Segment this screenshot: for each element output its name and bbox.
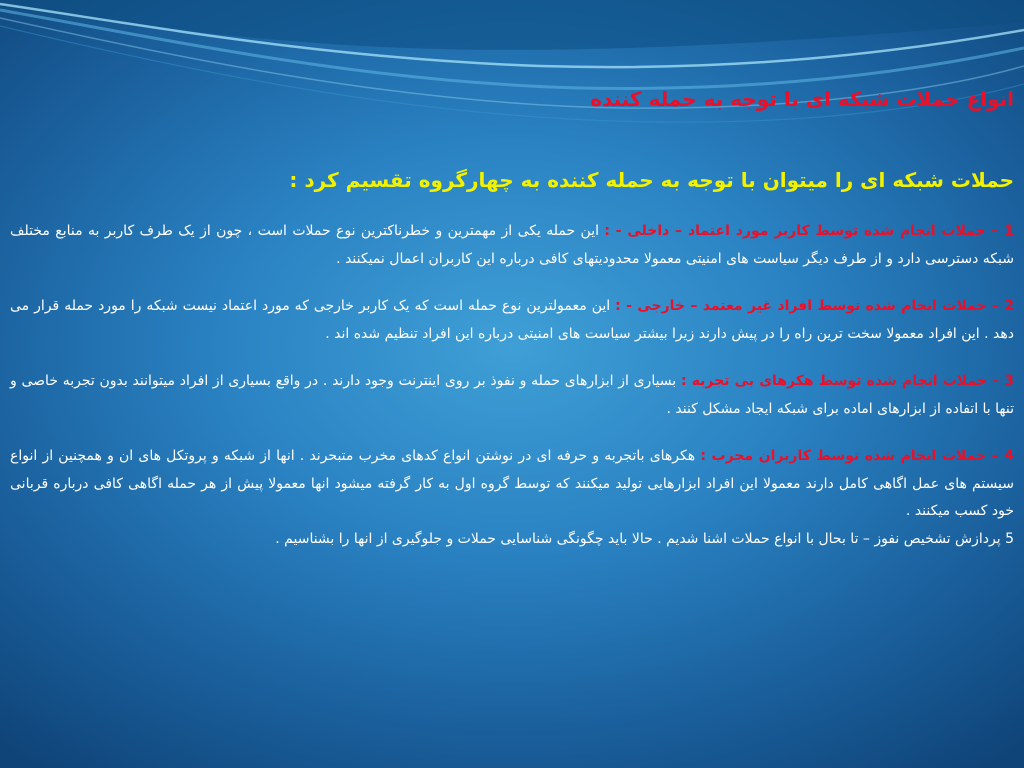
attack-type-2-heading: 2 – حملات انجام شده توسط افراد غیر معتمد – خارجی - : xyxy=(615,298,1014,314)
attack-type-4-text: هکرهای باتجربه و حرفه ای در نوشتن انواع کدهای مخرب متبحرند . انها از شبکه و پروتکل های ان و همچنین از انواع سیستم های عمل اگاهی کامل دارند معمولا این افراد ابزارهایی تولید میکنند که توسط گروه اول به کار گرفته میشود انها معمولا پیش از هر حمله اگاهی کافی درباره قربانی خود کسب میکنند . xyxy=(10,448,1014,519)
closing-line: 5 پردازش تشخیص نفوز – تا بحال با انواع حملات اشنا شدیم . حالا باید چگونگی شناسایی حملات و جلوگیری از انها را بشناسیم . xyxy=(275,530,1014,547)
slide-subtitle: حملات شبکه ای را میتوان با توجه به حمله کننده به چهارگروه تقسیم کرد : xyxy=(289,168,1014,192)
attack-type-4-heading: 4 – حملات انجام شده توسط کاربران مجرب : xyxy=(700,448,1015,464)
slide-content xyxy=(10,84,1014,553)
attack-type-3-heading: 3 – حملات انجام شده توسط هکرهای بی تجربه : xyxy=(680,373,1014,389)
attack-type-1-heading: 1 – حملات انجام شده توسط کاربر مورد اعتماد – داخلی - : xyxy=(604,223,1014,239)
attack-type-1-text: این حمله یکی از مهمترین و خطرناکترین نوع حملات است ، چون از یک طرف کاربر به منابع مختلف شبکه دسترسی دارد و از طرف دیگر سیاست های امنیتی معمولا محدودیتهای کافی درباره این کاربران اعمال نمیکنند . xyxy=(10,223,1014,267)
attack-type-3-paragraph xyxy=(10,368,1014,423)
attack-type-2-paragraph xyxy=(10,293,1014,348)
attack-type-2-text: این معمولترین نوع حمله است که یک کاربر خارجی که مورد اعتماد نیست شبکه را مورد حمله قرار می دهد . این افراد معمولا سخت ترین راه را در پیش دارند زیرا بیشتر سیاست های امنیتی درباره این افراد تنظیم شده اند . xyxy=(10,298,1014,342)
slide-title: انواع حملات شبکه ای با توجه به حمله کننده xyxy=(590,87,1014,111)
attack-type-4-paragraph xyxy=(10,443,1014,526)
attack-type-3-text: بسیاری از ابزارهای حمله و نفوذ بر روی اینترنت وجود دارند . در واقع بسیاری از افراد میتوانند بدون تجربه خاصی و تنها با اتفاده از ابزارهای اماده برای شبکه ایجاد مشکل کنند . xyxy=(10,373,1014,417)
attack-type-1-paragraph xyxy=(10,218,1014,273)
